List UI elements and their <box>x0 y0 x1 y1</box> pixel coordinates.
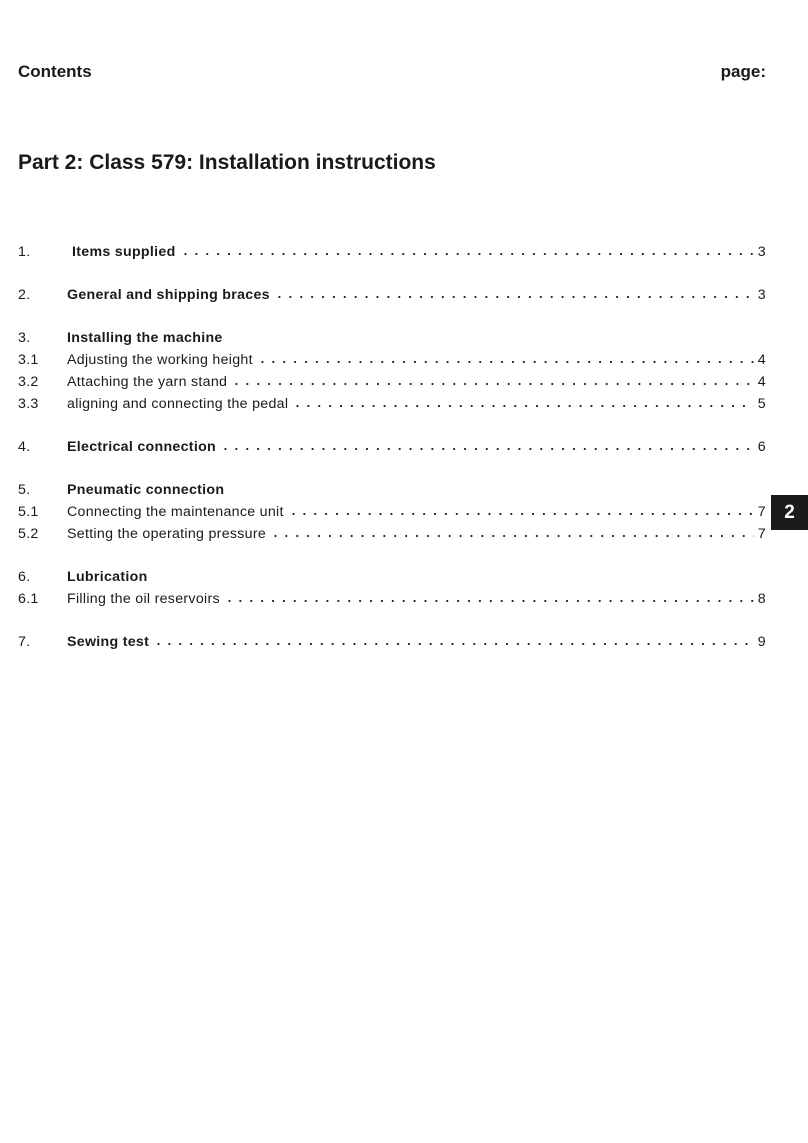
toc-number: 6. <box>18 569 31 585</box>
toc-number: 3.1 <box>18 352 39 368</box>
dot-leader <box>292 396 753 408</box>
dot-leader <box>231 374 754 386</box>
toc-number: 3.2 <box>18 374 39 390</box>
dot-leader <box>274 287 754 299</box>
toc-title: General and shipping braces <box>67 287 270 303</box>
contents-heading: Contents <box>18 62 92 81</box>
toc-title: aligning and connecting the pedal <box>67 396 289 412</box>
toc-page-number: 3 <box>757 244 766 260</box>
toc-page-number: 3 <box>757 287 766 303</box>
toc-page-number: 9 <box>757 634 766 650</box>
toc-entry[interactable] <box>18 504 766 524</box>
toc-number: 6.1 <box>18 591 39 607</box>
toc-number: 3.3 <box>18 396 39 412</box>
toc-title: Setting the operating pressure <box>67 526 267 542</box>
toc-title: Installing the machine <box>67 330 223 346</box>
section-tab: 2 <box>771 495 808 530</box>
toc-entry[interactable] <box>18 396 766 416</box>
dot-leader <box>220 439 754 451</box>
dot-leader <box>153 634 754 646</box>
part-title: Part 2: Class 579: Installation instructions <box>18 151 436 174</box>
page-column-label: page: <box>720 62 766 81</box>
toc-number: 3. <box>18 330 31 346</box>
toc-page-number: 4 <box>757 374 766 390</box>
toc-number: 5.1 <box>18 504 39 520</box>
toc-number: 7. <box>18 634 31 650</box>
toc-page-number: 7 <box>757 504 766 520</box>
toc-entry[interactable] <box>18 526 766 546</box>
toc-entry[interactable] <box>18 330 766 350</box>
toc-page-number: 4 <box>757 352 766 368</box>
toc-title: Electrical connection <box>67 439 217 455</box>
toc-entry[interactable] <box>18 439 766 459</box>
toc-page-number: 6 <box>757 439 766 455</box>
toc-number: 5.2 <box>18 526 39 542</box>
dot-leader <box>224 591 754 603</box>
toc-page-number: 8 <box>757 591 766 607</box>
toc-entry[interactable] <box>18 591 766 611</box>
dot-leader <box>270 526 754 538</box>
toc-title: Lubrication <box>67 569 148 585</box>
toc-number: 5. <box>18 482 31 498</box>
toc-page-number: 7 <box>757 526 766 542</box>
toc-entry[interactable] <box>18 482 766 502</box>
toc-title: Attaching the yarn stand <box>67 374 228 390</box>
toc-title: Filling the oil reservoirs <box>67 591 220 607</box>
toc-entry[interactable] <box>18 569 766 589</box>
toc-entry[interactable] <box>18 374 766 394</box>
toc-title: Adjusting the working height <box>67 352 253 368</box>
toc-title: Items supplied <box>72 244 176 260</box>
toc-entry[interactable] <box>18 244 766 264</box>
dot-leader <box>257 352 754 364</box>
toc-title: Sewing test <box>67 634 150 650</box>
toc-number: 1. <box>18 244 31 260</box>
toc-number: 4. <box>18 439 31 455</box>
toc-entry[interactable] <box>18 634 766 654</box>
toc-entry[interactable] <box>18 287 766 307</box>
dot-leader <box>288 504 754 516</box>
toc-number: 2. <box>18 287 31 303</box>
toc-page-number: 5 <box>757 396 766 412</box>
toc-title: Connecting the maintenance unit <box>67 504 284 520</box>
toc-entry[interactable] <box>18 352 766 372</box>
dot-leader <box>180 244 754 256</box>
toc-title: Pneumatic connection <box>67 482 225 498</box>
